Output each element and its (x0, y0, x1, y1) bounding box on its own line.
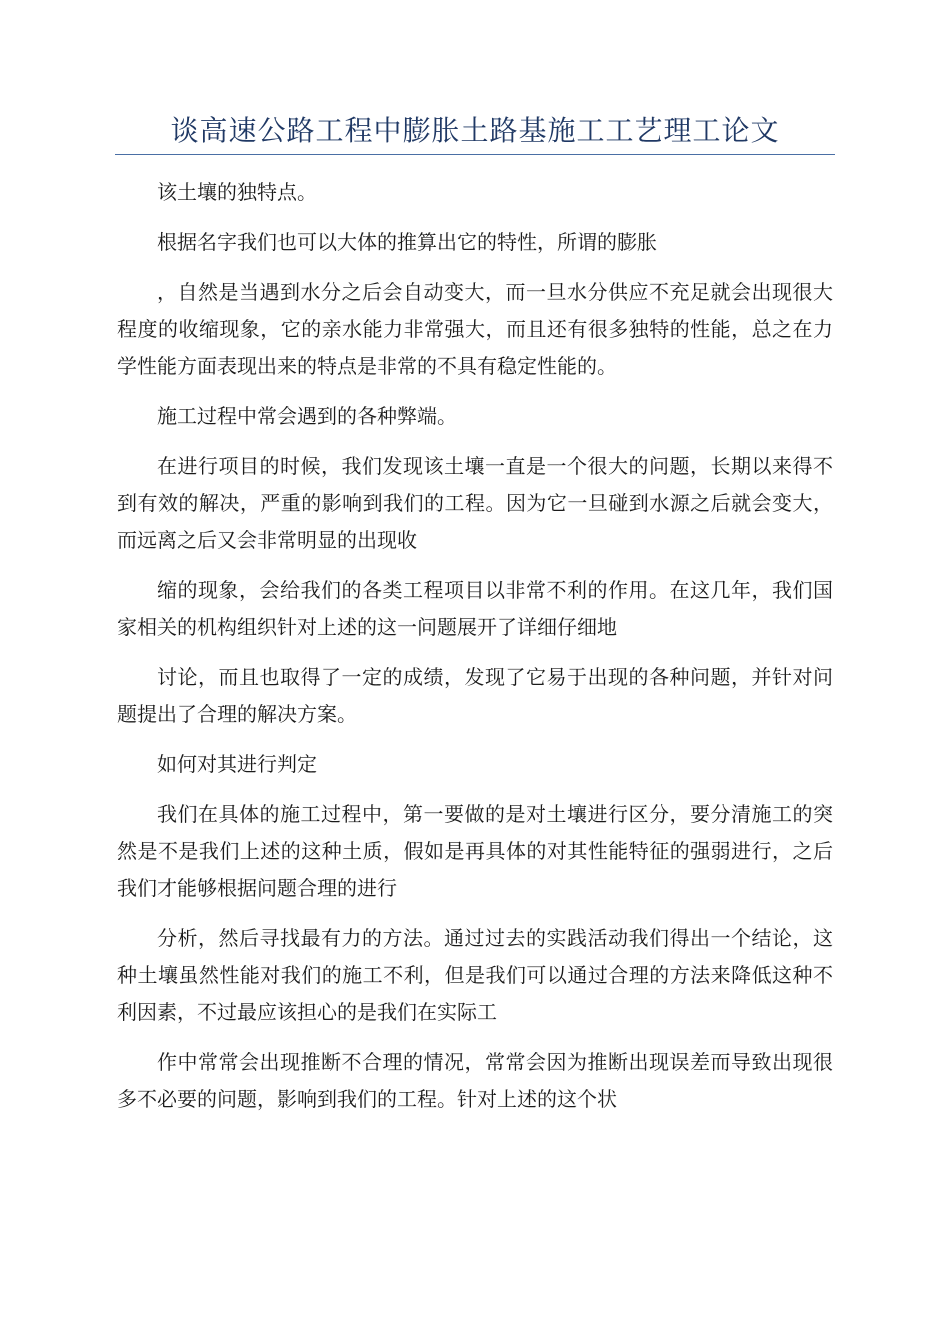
paragraph-5: 在进行项目的时候，我们发现该土壤一直是一个很大的问题，长期以来得不到有效的解决，严重的影响到我们的工程。因为它一旦碰到水源之后就会变大，而远离之后又会非常明显的出现收 (117, 454, 833, 552)
paragraph-4: 施工过程中常会遇到的各种弊端。 (157, 404, 457, 428)
paragraph-7: 讨论，而且也取得了一定的成绩，发现了它易于出现的各种问题，并针对问题提出了合理的解决方案。 (117, 665, 833, 726)
paragraph-3: ，自然是当遇到水分之后会自动变大，而一旦水分供应不充足就会出现很大程度的收缩现象，它的亲水能力非常强大，而且还有很多独特的性能，总之在力学性能方面表现出来的特点是非常的不具有稳定性能的。 (117, 280, 833, 378)
paragraph-10: 分析，然后寻找最有力的方法。通过过去的实践活动我们得出一个结论，这种土壤虽然性能对我们的施工不利，但是我们可以通过合理的方法来降低这种不利因素，不过最应该担心的是我们在实际工 (117, 926, 833, 1024)
paragraph-2: 根据名字我们也可以大体的推算出它的特性，所谓的膨胀 (157, 230, 657, 254)
paragraph-6: 缩的现象，会给我们的各类工程项目以非常不利的作用。在这几年，我们国家相关的机构组织针对上述的这一问题展开了详细仔细地 (117, 578, 833, 639)
paragraph-9: 我们在具体的施工过程中，第一要做的是对土壤进行区分，要分清施工的突然是不是我们上述的这种土质，假如是再具体的对其性能特征的强弱进行，之后我们才能够根据问题合理的进行 (117, 802, 833, 900)
document-title: 谈高速公路工程中膨胀土路基施工工艺理工论文 (115, 112, 835, 155)
document-body (117, 174, 833, 1131)
paragraph-8: 如何对其进行判定 (157, 752, 317, 776)
paragraph-1: 该土壤的独特点。 (157, 180, 317, 204)
paragraph-11: 作中常常会出现推断不合理的情况，常常会因为推断出现误差而导致出现很多不必要的问题，影响到我们的工程。针对上述的这个状 (117, 1050, 833, 1111)
